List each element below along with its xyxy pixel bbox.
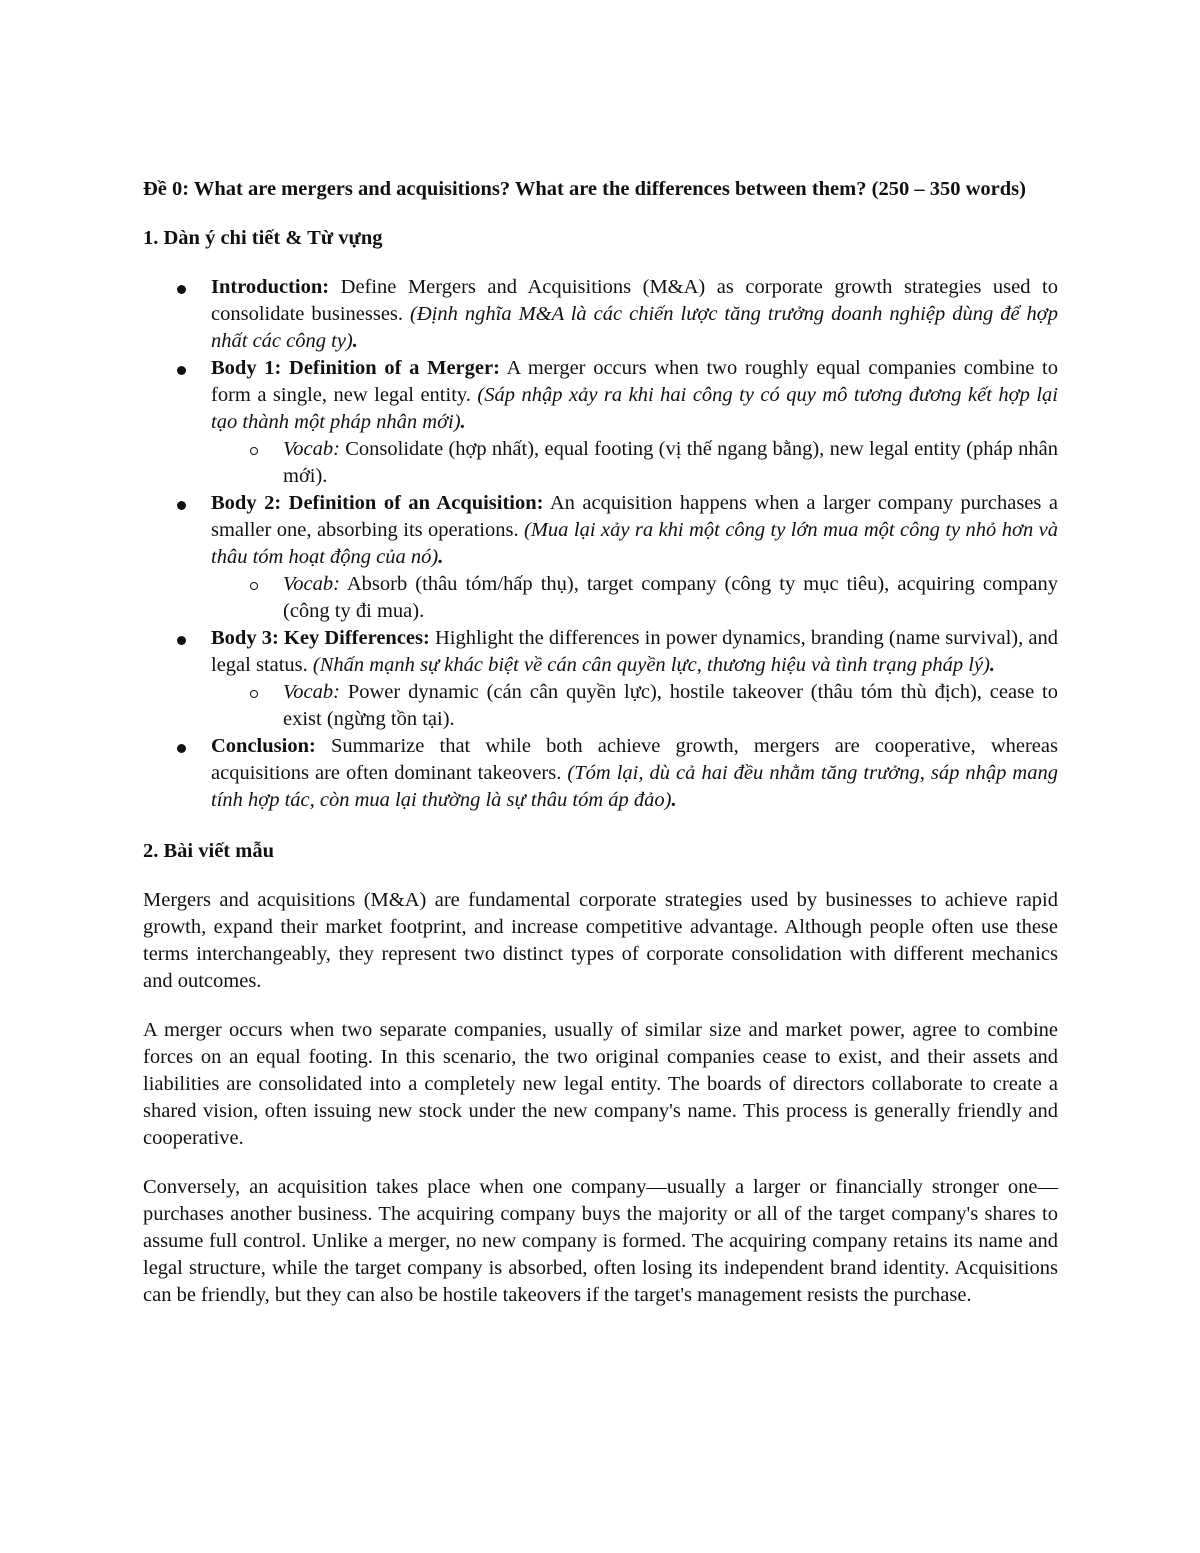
item-label: Body 1: Definition of a Merger: bbox=[211, 357, 500, 379]
outline-list bbox=[143, 274, 1058, 814]
bullet-icon bbox=[177, 501, 186, 510]
vocab-text: Power dynamic (cán cân quyền lực), hostile takeover (thâu tóm thù địch), cease to exist (ngừng tồn tại). bbox=[283, 681, 1058, 730]
item-text: An acquisition happens when a larger company purchases a smaller one, absorbing its operations. bbox=[211, 492, 1058, 541]
vocab-label: Vocab: bbox=[283, 438, 340, 460]
circle-bullet-icon bbox=[250, 690, 258, 698]
list-item bbox=[211, 625, 1058, 733]
item-label: Body 3: Key Differences: bbox=[211, 627, 430, 649]
vocab-item bbox=[283, 571, 1058, 625]
item-end: . bbox=[671, 789, 677, 811]
item-translation: (Tóm lại, dù cả hai đều nhằm tăng trưởng, sáp nhập mang tính hợp tác, còn mua lại thường là sự thâu tóm áp đảo) bbox=[211, 762, 1058, 811]
item-label: Body 2: Definition of an Acquisition: bbox=[211, 492, 544, 514]
bullet-icon bbox=[177, 744, 186, 753]
item-text: Define Mergers and Acquisitions (M&A) as corporate growth strategies used to consolidate businesses. bbox=[211, 276, 1058, 325]
vocab-item bbox=[283, 679, 1058, 733]
item-text: A merger occurs when two roughly equal companies combine to form a single, new legal entity. bbox=[211, 357, 1058, 406]
bullet-icon bbox=[177, 636, 186, 645]
vocab-item bbox=[283, 436, 1058, 490]
item-text: Highlight the differences in power dynamics, branding (name survival), and legal status. bbox=[211, 627, 1058, 676]
list-item bbox=[211, 490, 1058, 625]
vocab-list bbox=[211, 571, 1058, 625]
vocab-label: Vocab: bbox=[283, 573, 340, 595]
item-end: . bbox=[438, 546, 444, 568]
item-end: . bbox=[352, 330, 358, 352]
item-translation: (Sáp nhập xảy ra khi hai công ty có quy mô tương đương kết hợp lại tạo thành một pháp nhân mới) bbox=[211, 384, 1058, 433]
item-text: Summarize that while both achieve growth, mergers are cooperative, whereas acquisitions are often dominant takeovers. bbox=[211, 735, 1058, 784]
item-label: Introduction: bbox=[211, 276, 330, 298]
item-end: . bbox=[989, 654, 996, 676]
vocab-text: Consolidate (hợp nhất), equal footing (vị thế ngang bằng), new legal entity (pháp nhân mới). bbox=[283, 438, 1058, 487]
paragraph: Mergers and acquisitions (M&A) are fundamental corporate strategies used by businesses to achieve rapid growth, expand their market footprint, and increase competitive advantage. Although people often use these terms interchangeably, they represent two distinct types of corporate consolidation with different mechanics and outcomes. bbox=[143, 889, 1058, 992]
list-item bbox=[211, 355, 1058, 490]
item-end: . bbox=[460, 411, 466, 433]
section-heading-sample: 2. Bài viết mẫu bbox=[143, 840, 274, 862]
vocab-list bbox=[211, 436, 1058, 490]
list-item bbox=[211, 733, 1058, 814]
item-translation: (Mua lại xảy ra khi một công ty lớn mua một công ty nhỏ hơn và thâu tóm hoạt động của nó) bbox=[211, 519, 1058, 568]
vocab-label: Vocab: bbox=[283, 681, 340, 703]
bullet-icon bbox=[177, 285, 186, 294]
bullet-icon bbox=[177, 366, 186, 375]
paragraph: Conversely, an acquisition takes place when one company—usually a larger or financially stronger one—purchases another business. The acquiring company buys the majority or all of the target company's shares to assume full control. Unlike a merger, no new company is formed. The acquiring company retains its name and legal structure, while the target company is absorbed, often losing its independent brand identity. Acquisitions can be friendly, but they can also be hostile takeovers if the target's management resists the purchase. bbox=[143, 1176, 1058, 1306]
vocab-list bbox=[211, 679, 1058, 733]
page-title: Đề 0: What are mergers and acquisitions? What are the differences between them? (250 – 350 words) bbox=[143, 178, 1026, 200]
item-label: Conclusion: bbox=[211, 735, 316, 757]
circle-bullet-icon bbox=[250, 582, 258, 590]
section-heading-outline: 1. Dàn ý chi tiết & Từ vựng bbox=[143, 227, 383, 249]
paragraph: A merger occurs when two separate companies, usually of similar size and market power, agree to combine forces on an equal footing. In this scenario, the two original companies cease to exist, and their assets and liabilities are consolidated into a completely new legal entity. The boards of directors collaborate to create a shared vision, often issuing new stock under the new company's name. This process is generally friendly and cooperative. bbox=[143, 1019, 1058, 1149]
list-item bbox=[211, 274, 1058, 355]
circle-bullet-icon bbox=[250, 447, 258, 455]
item-translation: (Định nghĩa M&A là các chiến lược tăng trưởng doanh nghiệp dùng để hợp nhất các công ty) bbox=[211, 303, 1058, 352]
item-translation: (Nhấn mạnh sự khác biệt về cán cân quyền lực, thương hiệu và tình trạng pháp lý) bbox=[312, 654, 990, 676]
document-body bbox=[143, 176, 1058, 1331]
vocab-text: Absorb (thâu tóm/hấp thụ), target company (công ty mục tiêu), acquiring company (công ty đi mua). bbox=[283, 573, 1058, 622]
